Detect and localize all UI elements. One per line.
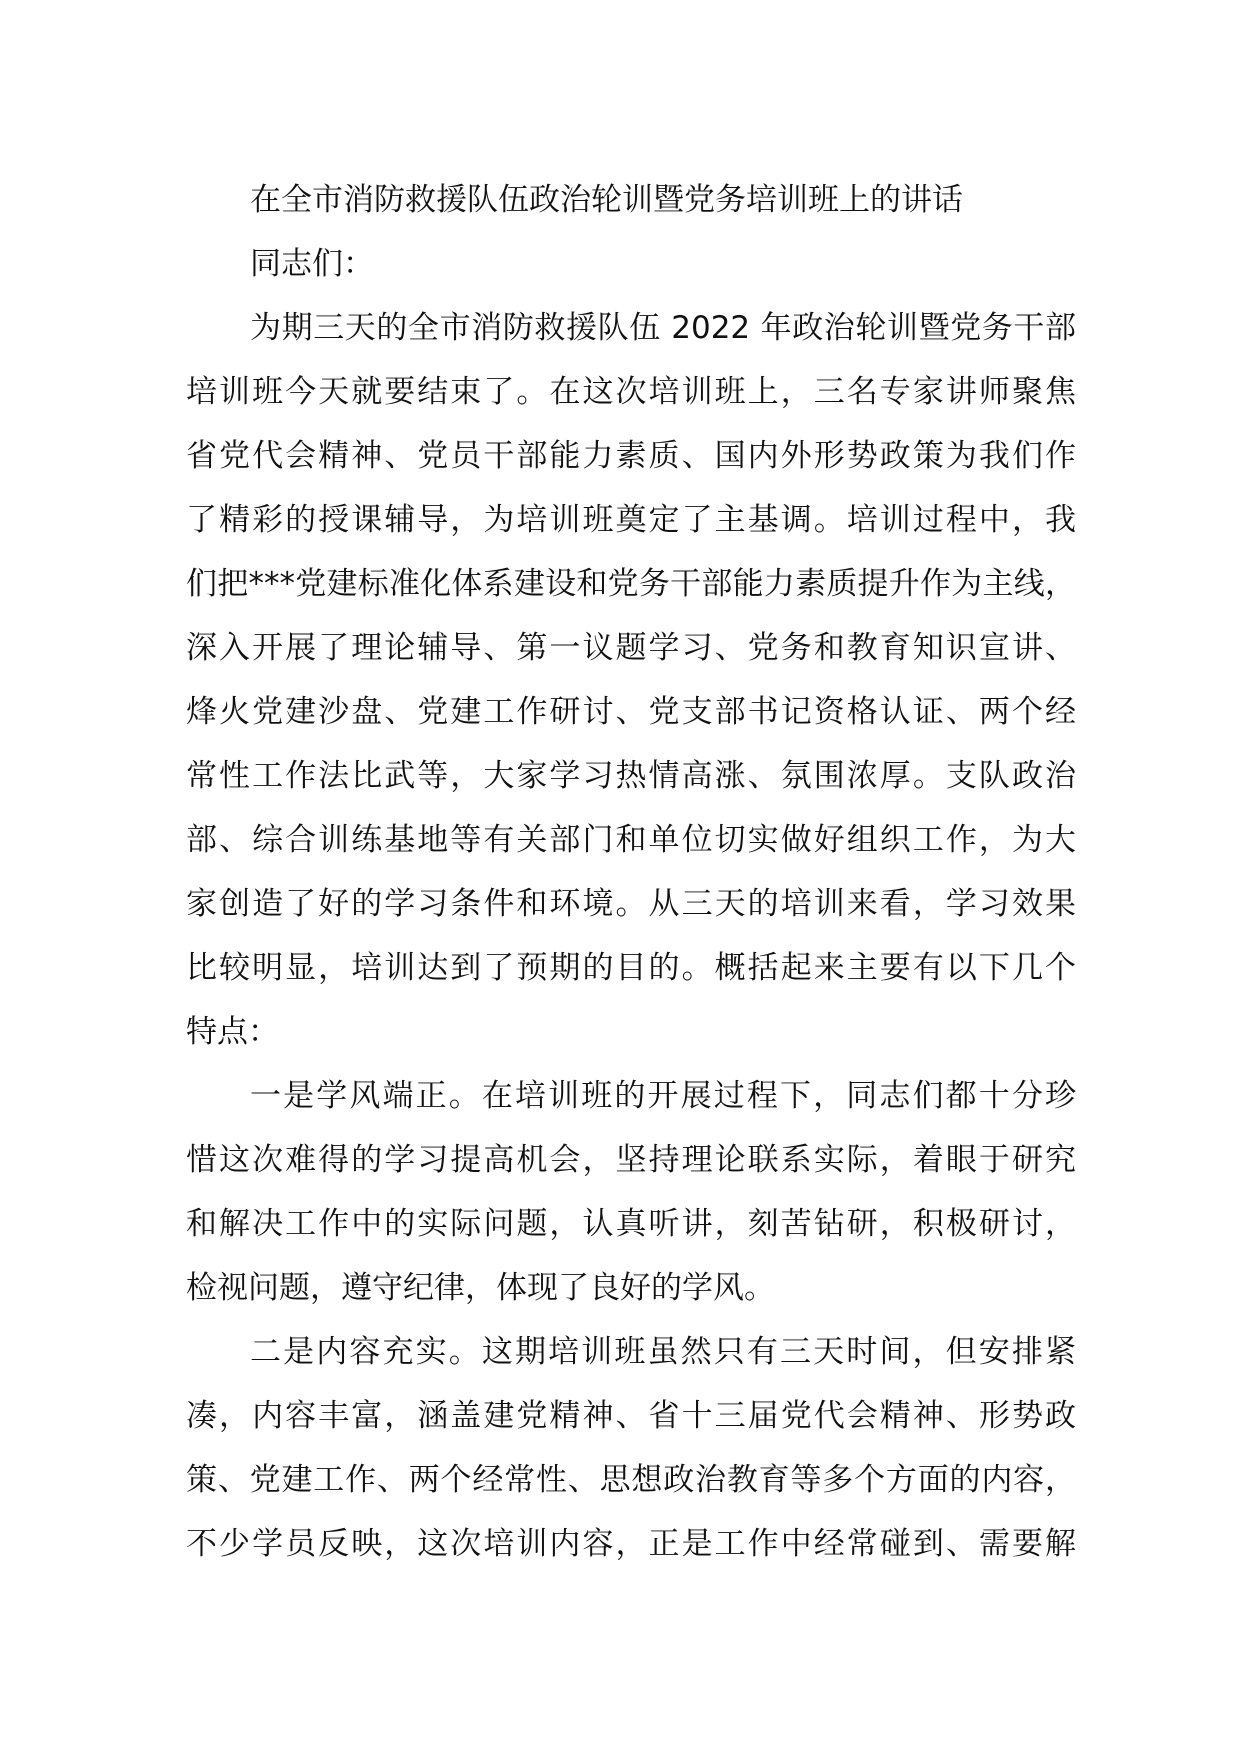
paragraph-line: 一是学风端正。在培训班的开展过程下，同志们都十分珍 [250, 1078, 1076, 1114]
paragraph-line: 深入开展了理论辅导、第一议题学习、党务和教育知识宣讲、 [186, 630, 1076, 666]
paragraph-line: 家创造了好的学习条件和环境。从三天的培训来看，学习效果 [186, 886, 1076, 922]
document-title: 在全市消防救援队伍政治轮训暨党务培训班上的讲话 [250, 182, 963, 218]
paragraph-line: 培训班今天就要结束了。在这次培训班上，三名专家讲师聚焦 [186, 374, 1076, 410]
paragraph-line: 不少学员反映，这次培训内容，正是工作中经常碰到、需要解 [186, 1526, 1076, 1562]
paragraph-line: 了精彩的授课辅导，为培训班奠定了主基调。培训过程中，我 [186, 502, 1076, 538]
paragraph-line: 策、党建工作、两个经常性、思想政治教育等多个方面的内容， [186, 1462, 1076, 1498]
paragraph-line: 们把***党建标准化体系建设和党务干部能力素质提升作为主线， [186, 566, 1076, 602]
paragraph-line: 烽火党建沙盘、党建工作研讨、党支部书记资格认证、两个经 [186, 694, 1076, 730]
paragraph-2 [186, 1064, 1076, 1320]
paragraph-line: 比较明显，培训达到了预期的目的。概括起来主要有以下几个 [186, 950, 1076, 986]
paragraph-line: 惜这次难得的学习提高机会，坚持理论联系实际，着眼于研究 [186, 1142, 1076, 1178]
paragraph-line: 常性工作法比武等，大家学习热情高涨、氛围浓厚。支队政治 [186, 758, 1076, 794]
salutation: 同志们： [250, 246, 374, 282]
paragraph-line: 检视问题，遵守纪律，体现了良好的学风。 [186, 1270, 775, 1306]
paragraph-3 [186, 1320, 1076, 1576]
paragraph-line: 部、综合训练基地等有关部门和单位切实做好组织工作，为大 [186, 822, 1076, 858]
paragraph-line: 为期三天的全市消防救援队伍 2022 年政治轮训暨党务干部 [250, 310, 1076, 346]
paragraph-line: 和解决工作中的实际问题，认真听讲，刻苦钻研，积极研讨， [186, 1206, 1076, 1242]
paragraph-line: 凑，内容丰富，涵盖建党精神、省十三届党代会精神、形势政 [186, 1398, 1076, 1434]
paragraph-line: 省党代会精神、党员干部能力素质、国内外形势政策为我们作 [186, 438, 1076, 474]
paragraph-line: 二是内容充实。这期培训班虽然只有三天时间，但安排紧 [250, 1334, 1076, 1370]
document-body [186, 168, 1076, 1576]
paragraph-1 [186, 296, 1076, 1064]
paragraph-line: 特点： [186, 1014, 279, 1050]
